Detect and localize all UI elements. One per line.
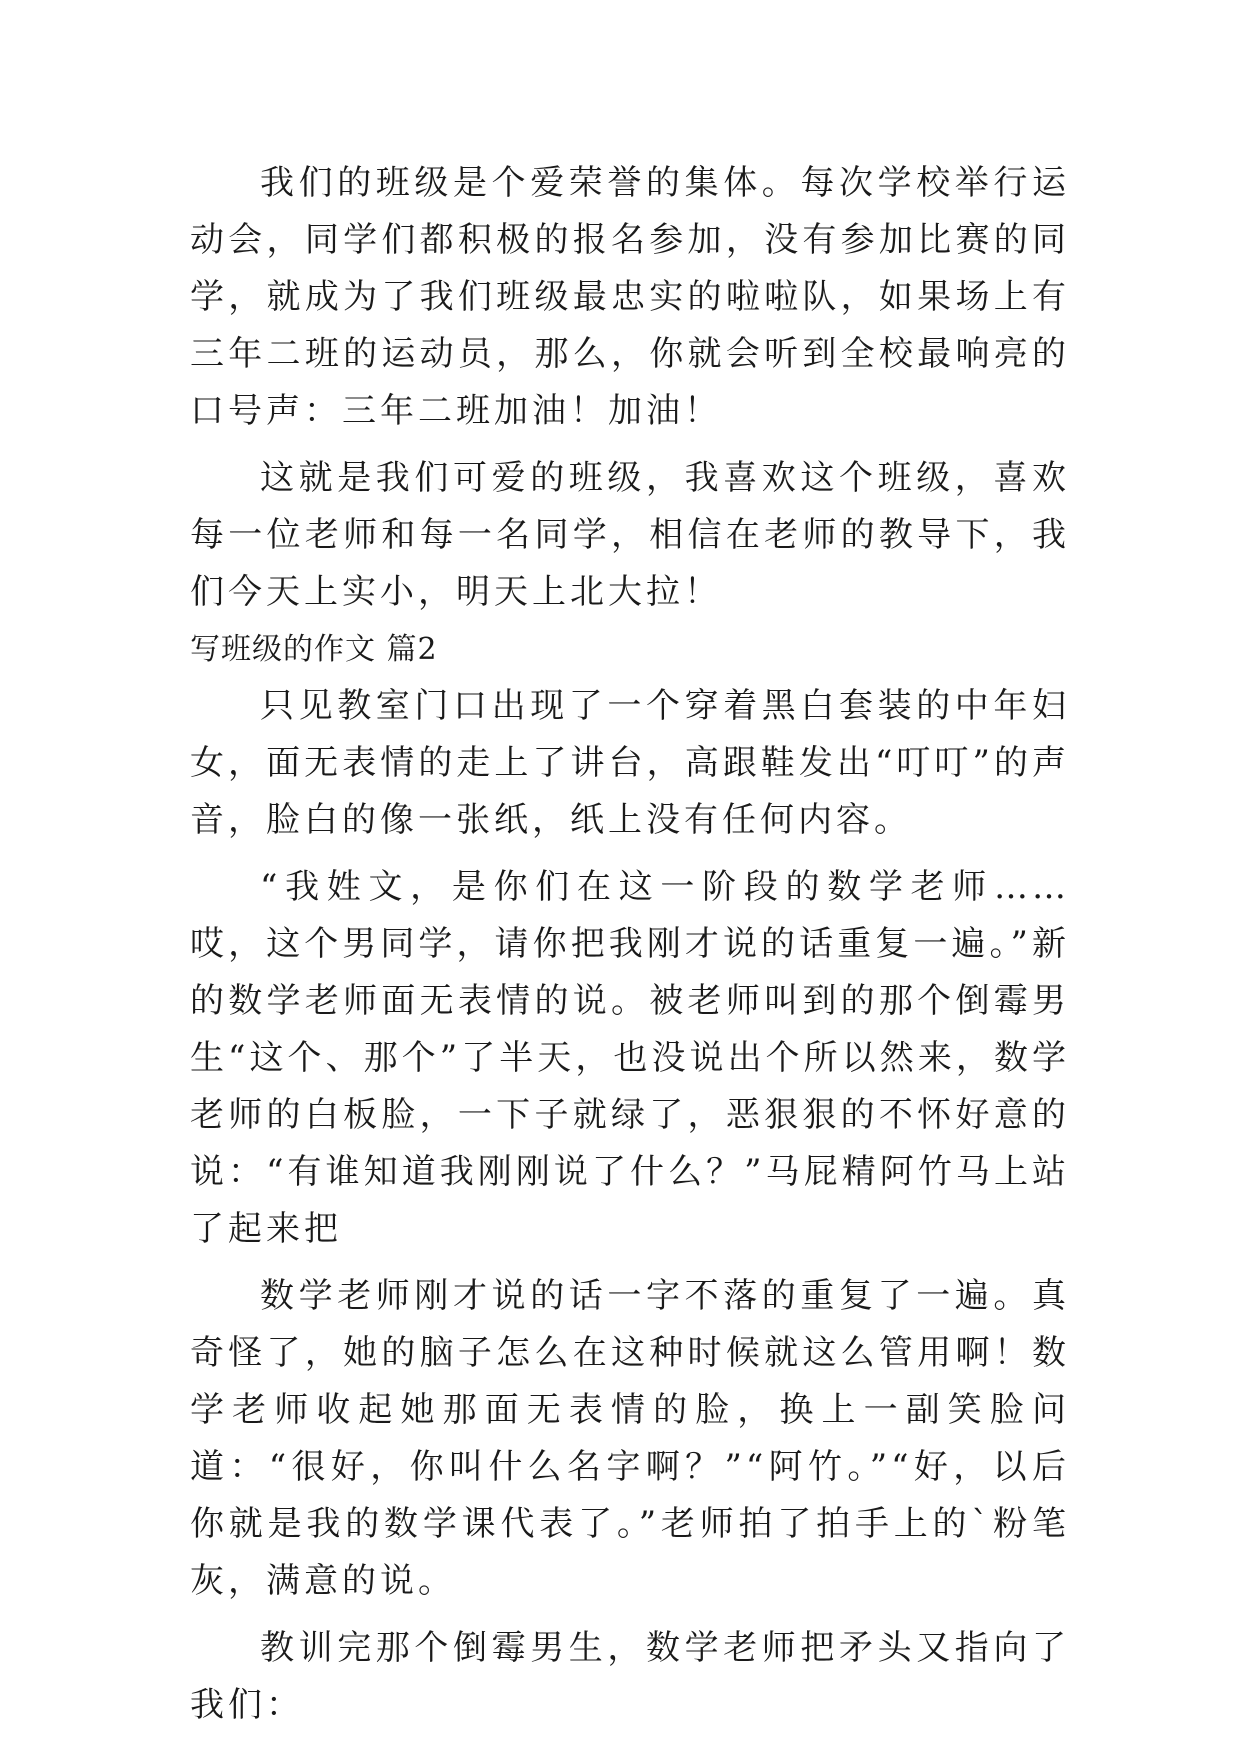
paragraph-teacher-arrives: 只见教室门口出现了一个穿着黑白套装的中年妇女，面无表情的走上了讲台，高跟鞋发出“叮叮”的声音，脸白的像一张纸，纸上没有任何内容。: [190, 686, 1070, 840]
paragraph-lovely-class: 这就是我们可爱的班级，我喜欢这个班级，喜欢每一位老师和每一名同学，相信在老师的教导下，我们今天上实小，明天上北大拉！: [190, 458, 1070, 612]
paragraph-azhu-repeats: 数学老师刚才说的话一字不落的重复了一遍。真奇怪了，她的脑子怎么在这种时候就这么管用啊！数学老师收起她那面无表情的脸，换上一副笑脸问道：“很好，你叫什么名字啊？”“阿竹。”“好，以后你就是我的数学课代表了。”老师拍了拍手上的`粉笔灰，满意的说。: [190, 1276, 1070, 1601]
document-page: [190, 155, 1070, 1734]
section-heading: 写班级的作文 篇2: [190, 632, 438, 667]
paragraph-teacher-turns: 教训完那个倒霉男生，数学老师把矛头又指向了我们：: [190, 1628, 1070, 1725]
paragraph-sports-meet: 我们的班级是个爱荣誉的集体。每次学校举行运动会，同学们都积极的报名参加，没有参加比赛的同学，就成为了我们班级最忠实的啦啦队，如果场上有三年二班的运动员，那么，你就会听到全校最响亮的口号声：三年二班加油！加油！: [190, 163, 1070, 431]
paragraph-teacher-intro: “我姓文，是你们在这一阶段的数学老师……哎，这个男同学，请你把我刚才说的话重复一遍。”新的数学老师面无表情的说。被老师叫到的那个倒霉男生“这个、那个”了半天，也没说出个所以然来，数学老师的白板脸，一下子就绿了，恶狠狠的不怀好意的说：“有谁知道我刚刚说了什么？”马屁精阿竹马上站了起来把: [190, 867, 1070, 1249]
